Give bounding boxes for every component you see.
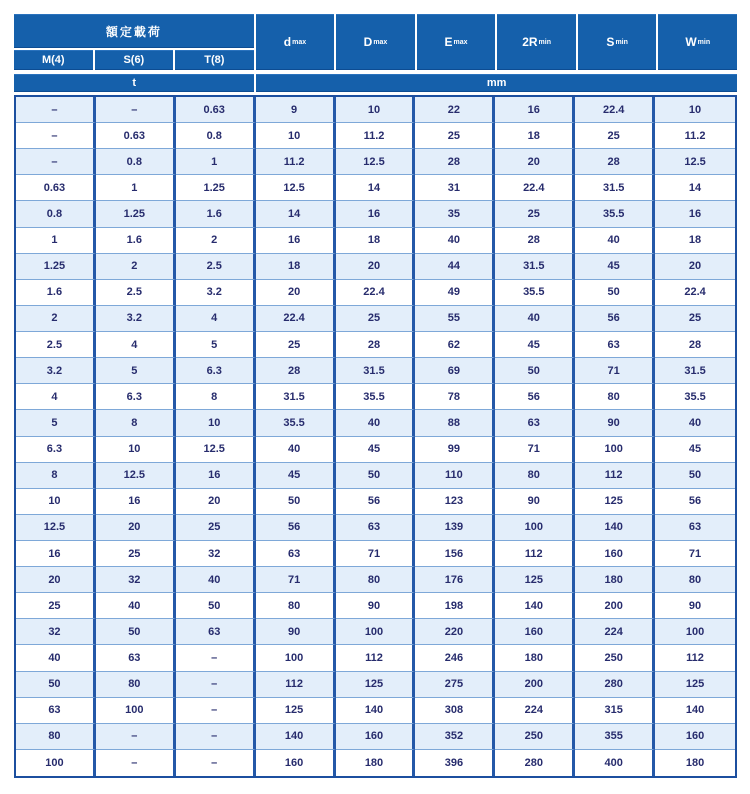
table-cell: 275	[415, 672, 495, 698]
column-header-base: D	[363, 35, 373, 49]
table-cell: 10	[655, 97, 735, 123]
table-cell: 2	[176, 228, 256, 254]
table-cell: 45	[336, 437, 416, 463]
table-cell: 18	[336, 228, 416, 254]
table-cell: 100	[336, 619, 416, 645]
table-cell: 20	[176, 489, 256, 515]
table-cell: 140	[575, 515, 655, 541]
table-cell: 14	[655, 175, 735, 201]
table-cell: 1.6	[176, 201, 256, 227]
table-cell: 1	[96, 175, 176, 201]
table-cell: 16	[96, 489, 176, 515]
table-cell: 1.6	[16, 280, 96, 306]
unit-row	[14, 74, 737, 92]
table-cell: 80	[336, 567, 416, 593]
table-cell: –	[96, 97, 176, 123]
table-cell: 1	[16, 228, 96, 254]
table-cell: 12.5	[16, 515, 96, 541]
table-cell: 112	[336, 645, 416, 671]
table-cell: 35.5	[495, 280, 575, 306]
table-cell: 25	[415, 123, 495, 149]
table-cell: 40	[96, 593, 176, 619]
table-cell: 25	[96, 541, 176, 567]
table-cell: 123	[415, 489, 495, 515]
table-cell: 56	[336, 489, 416, 515]
table-cell: 12.5	[336, 149, 416, 175]
table-cell: 35.5	[256, 410, 336, 436]
table-cell: 45	[575, 254, 655, 280]
table-cell: –	[96, 724, 176, 750]
table-cell: 56	[655, 489, 735, 515]
table-cell: 198	[415, 593, 495, 619]
table-cell: 160	[575, 541, 655, 567]
table-cell: 20	[495, 149, 575, 175]
table-cell: 71	[495, 437, 575, 463]
table-cell: 11.2	[655, 123, 735, 149]
table-cell: 31.5	[495, 254, 575, 280]
table-cell: 63	[655, 515, 735, 541]
table-cell: 40	[336, 410, 416, 436]
table-cell: 55	[415, 306, 495, 332]
spec-table	[14, 14, 737, 778]
table-cell: 28	[256, 358, 336, 384]
table-cell: 200	[495, 672, 575, 698]
table-cell: 4	[16, 384, 96, 410]
table-cell: 50	[336, 463, 416, 489]
table-cell: –	[176, 645, 256, 671]
table-cell: 31.5	[336, 358, 416, 384]
table-cell: 63	[256, 541, 336, 567]
table-cell: 8	[176, 384, 256, 410]
table-cell: 40	[176, 567, 256, 593]
table-cell: 355	[575, 724, 655, 750]
table-cell: 31	[415, 175, 495, 201]
table-cell: 10	[256, 123, 336, 149]
table-cell: 45	[256, 463, 336, 489]
table-cell: 35.5	[655, 384, 735, 410]
column-header-base: W	[685, 35, 697, 49]
table-cell: 250	[575, 645, 655, 671]
table-cell: 90	[256, 619, 336, 645]
unit-load-label: t	[14, 74, 254, 92]
table-cell: 112	[655, 645, 735, 671]
table-cell: 160	[336, 724, 416, 750]
table-cell: 16	[655, 201, 735, 227]
table-cell: 50	[16, 672, 96, 698]
table-cell: 180	[575, 567, 655, 593]
column-header-grade-S6: S(6)	[95, 50, 174, 70]
table-cell: 2.5	[176, 254, 256, 280]
table-cell: 35.5	[575, 201, 655, 227]
table-cell: 40	[575, 228, 655, 254]
table-cell: 71	[256, 567, 336, 593]
table-cell: 28	[655, 332, 735, 358]
table-cell: 110	[415, 463, 495, 489]
unit-dimension-label: mm	[256, 74, 737, 92]
table-cell: 28	[336, 332, 416, 358]
table-cell: –	[176, 698, 256, 724]
table-cell: 63	[176, 619, 256, 645]
column-header-base: S	[606, 35, 615, 49]
table-cell: 112	[575, 463, 655, 489]
table-cell: –	[16, 149, 96, 175]
table-cell: 125	[575, 489, 655, 515]
table-cell: 139	[415, 515, 495, 541]
table-cell: 11.2	[336, 123, 416, 149]
table-cell: 112	[256, 672, 336, 698]
table-cell: 12.5	[256, 175, 336, 201]
table-cell: 2	[96, 254, 176, 280]
table-cell: 3.2	[176, 280, 256, 306]
table-cell: 224	[575, 619, 655, 645]
table-cell: 28	[415, 149, 495, 175]
table-cell: 10	[16, 489, 96, 515]
table-cell: 63	[96, 645, 176, 671]
table-cell: 22	[415, 97, 495, 123]
table-cell: –	[176, 750, 256, 776]
table-cell: 80	[655, 567, 735, 593]
table-cell: –	[176, 724, 256, 750]
table-cell: 6.3	[16, 437, 96, 463]
table-cell: 100	[495, 515, 575, 541]
table-cell: –	[16, 123, 96, 149]
table-cell: 140	[495, 593, 575, 619]
table-cell: 22.4	[336, 280, 416, 306]
table-cell: 246	[415, 645, 495, 671]
table-cell: 90	[495, 489, 575, 515]
table-cell: 100	[655, 619, 735, 645]
table-cell: 31.5	[575, 175, 655, 201]
table-cell: 6.3	[176, 358, 256, 384]
table-body	[14, 95, 737, 778]
table-cell: 125	[256, 698, 336, 724]
table-cell: 63	[16, 698, 96, 724]
table-cell: 80	[96, 672, 176, 698]
table-cell: 112	[495, 541, 575, 567]
table-cell: 16	[16, 541, 96, 567]
column-header-base: E	[444, 35, 453, 49]
table-cell: 40	[495, 306, 575, 332]
column-header-E-max	[417, 14, 496, 70]
table-cell: 2	[16, 306, 96, 332]
table-cell: 396	[415, 750, 495, 776]
table-cell: 100	[575, 437, 655, 463]
table-cell: 180	[336, 750, 416, 776]
table-cell: 125	[495, 567, 575, 593]
table-cell: 20	[655, 254, 735, 280]
table-cell: 71	[336, 541, 416, 567]
table-cell: 315	[575, 698, 655, 724]
table-cell: 9	[256, 97, 336, 123]
table-cell: 280	[575, 672, 655, 698]
table-cell: 25	[176, 515, 256, 541]
column-header-subscript: max	[292, 38, 307, 46]
table-cell: 40	[415, 228, 495, 254]
table-cell: 140	[256, 724, 336, 750]
table-cell: 0.63	[16, 175, 96, 201]
table-cell: 32	[16, 619, 96, 645]
table-cell: 16	[495, 97, 575, 123]
table-cell: 140	[336, 698, 416, 724]
table-cell: 20	[256, 280, 336, 306]
table-cell: 160	[655, 724, 735, 750]
table-cell: 40	[256, 437, 336, 463]
table-cell: 16	[176, 463, 256, 489]
table-cell: 80	[495, 463, 575, 489]
table-cell: 99	[415, 437, 495, 463]
table-cell: 78	[415, 384, 495, 410]
table-cell: 80	[256, 593, 336, 619]
column-header-grade-T8: T(8)	[175, 50, 254, 70]
table-cell: 22.4	[495, 175, 575, 201]
table-cell: 352	[415, 724, 495, 750]
table-cell: –	[16, 97, 96, 123]
column-header-S-min	[578, 14, 657, 70]
table-cell: 4	[96, 332, 176, 358]
table-cell: 0.63	[96, 123, 176, 149]
table-cell: 100	[16, 750, 96, 776]
column-header-grade-M4: M(4)	[14, 50, 93, 70]
table-cell: 16	[256, 228, 336, 254]
table-cell: 125	[655, 672, 735, 698]
table-cell: 50	[655, 463, 735, 489]
table-cell: 50	[96, 619, 176, 645]
table-cell: –	[96, 750, 176, 776]
table-cell: 90	[575, 410, 655, 436]
table-cell: 250	[495, 724, 575, 750]
table-cell: 40	[655, 410, 735, 436]
table-cell: 56	[575, 306, 655, 332]
table-cell: 308	[415, 698, 495, 724]
table-cell: 50	[575, 280, 655, 306]
table-cell: 10	[96, 437, 176, 463]
table-cell: 45	[655, 437, 735, 463]
table-cell: 20	[336, 254, 416, 280]
column-header-base: d	[283, 35, 292, 49]
table-cell: 10	[176, 410, 256, 436]
table-cell: 49	[415, 280, 495, 306]
table-cell: 6.3	[96, 384, 176, 410]
table-cell: 20	[16, 567, 96, 593]
table-cell: 31.5	[655, 358, 735, 384]
table-cell: 20	[96, 515, 176, 541]
table-cell: 28	[495, 228, 575, 254]
table-cell: 63	[575, 332, 655, 358]
table-cell: 11.2	[256, 149, 336, 175]
table-cell: 3.2	[96, 306, 176, 332]
table-cell: 1	[176, 149, 256, 175]
table-cell: 62	[415, 332, 495, 358]
table-cell: 224	[495, 698, 575, 724]
table-cell: 28	[575, 149, 655, 175]
table-cell: 100	[256, 645, 336, 671]
table-cell: 32	[176, 541, 256, 567]
column-header-subscript: min	[697, 38, 711, 46]
table-cell: 22.4	[655, 280, 735, 306]
table-cell: 90	[655, 593, 735, 619]
table-cell: 8	[16, 463, 96, 489]
table-cell: 22.4	[256, 306, 336, 332]
table-cell: 1.25	[16, 254, 96, 280]
table-cell: 45	[495, 332, 575, 358]
table-cell: 5	[16, 410, 96, 436]
table-cell: 280	[495, 750, 575, 776]
table-cell: 125	[336, 672, 416, 698]
table-cell: 140	[655, 698, 735, 724]
table-cell: –	[176, 672, 256, 698]
table-cell: 1.6	[96, 228, 176, 254]
table-cell: 25	[495, 201, 575, 227]
table-cell: 2.5	[96, 280, 176, 306]
table-cell: 160	[256, 750, 336, 776]
table-cell: 0.63	[176, 97, 256, 123]
table-cell: 5	[96, 358, 176, 384]
table-header	[14, 14, 737, 70]
table-cell: 1.25	[176, 175, 256, 201]
table-cell: 5	[176, 332, 256, 358]
table-cell: 0.8	[16, 201, 96, 227]
table-cell: 50	[176, 593, 256, 619]
table-cell: 3.2	[16, 358, 96, 384]
table-cell: 25	[336, 306, 416, 332]
column-header-subscript: min	[615, 38, 628, 46]
table-cell: 22.4	[575, 97, 655, 123]
table-cell: 25	[256, 332, 336, 358]
table-cell: 56	[495, 384, 575, 410]
table-cell: 35	[415, 201, 495, 227]
table-cell: 88	[415, 410, 495, 436]
table-cell: 0.8	[96, 149, 176, 175]
table-cell: 400	[575, 750, 655, 776]
column-header-base: 2R	[522, 35, 538, 49]
table-cell: 1.25	[96, 201, 176, 227]
column-header-subscript: max	[373, 38, 388, 46]
table-cell: 90	[336, 593, 416, 619]
table-cell: 18	[495, 123, 575, 149]
column-header-subscript: min	[538, 38, 551, 46]
table-cell: 176	[415, 567, 495, 593]
table-cell: 10	[336, 97, 416, 123]
column-header-d-max	[256, 14, 335, 70]
table-cell: 50	[495, 358, 575, 384]
table-cell: 50	[256, 489, 336, 515]
table-cell: 31.5	[256, 384, 336, 410]
table-cell: 4	[176, 306, 256, 332]
table-cell: 180	[495, 645, 575, 671]
table-cell: 63	[336, 515, 416, 541]
table-cell: 12.5	[655, 149, 735, 175]
table-cell: 25	[16, 593, 96, 619]
column-header-2R-min	[497, 14, 576, 70]
table-cell: 80	[16, 724, 96, 750]
column-header-D-max	[336, 14, 415, 70]
table-cell: 160	[495, 619, 575, 645]
load-group-header: 額定載荷	[14, 14, 254, 48]
table-cell: 12.5	[96, 463, 176, 489]
table-cell: 18	[655, 228, 735, 254]
table-cell: 14	[336, 175, 416, 201]
table-cell: 80	[575, 384, 655, 410]
table-cell: 16	[336, 201, 416, 227]
table-cell: 100	[96, 698, 176, 724]
table-cell: 56	[256, 515, 336, 541]
table-cell: 0.8	[176, 123, 256, 149]
column-header-subscript: max	[453, 38, 468, 46]
table-cell: 2.5	[16, 332, 96, 358]
table-cell: 71	[655, 541, 735, 567]
table-cell: 44	[415, 254, 495, 280]
table-cell: 12.5	[176, 437, 256, 463]
table-cell: 14	[256, 201, 336, 227]
table-cell: 35.5	[336, 384, 416, 410]
table-cell: 180	[655, 750, 735, 776]
table-cell: 156	[415, 541, 495, 567]
table-cell: 69	[415, 358, 495, 384]
table-cell: 63	[495, 410, 575, 436]
table-cell: 71	[575, 358, 655, 384]
table-cell: 220	[415, 619, 495, 645]
table-cell: 18	[256, 254, 336, 280]
table-cell: 25	[575, 123, 655, 149]
table-cell: 8	[96, 410, 176, 436]
table-cell: 200	[575, 593, 655, 619]
column-header-W-min	[658, 14, 737, 70]
table-cell: 25	[655, 306, 735, 332]
table-cell: 32	[96, 567, 176, 593]
table-cell: 40	[16, 645, 96, 671]
